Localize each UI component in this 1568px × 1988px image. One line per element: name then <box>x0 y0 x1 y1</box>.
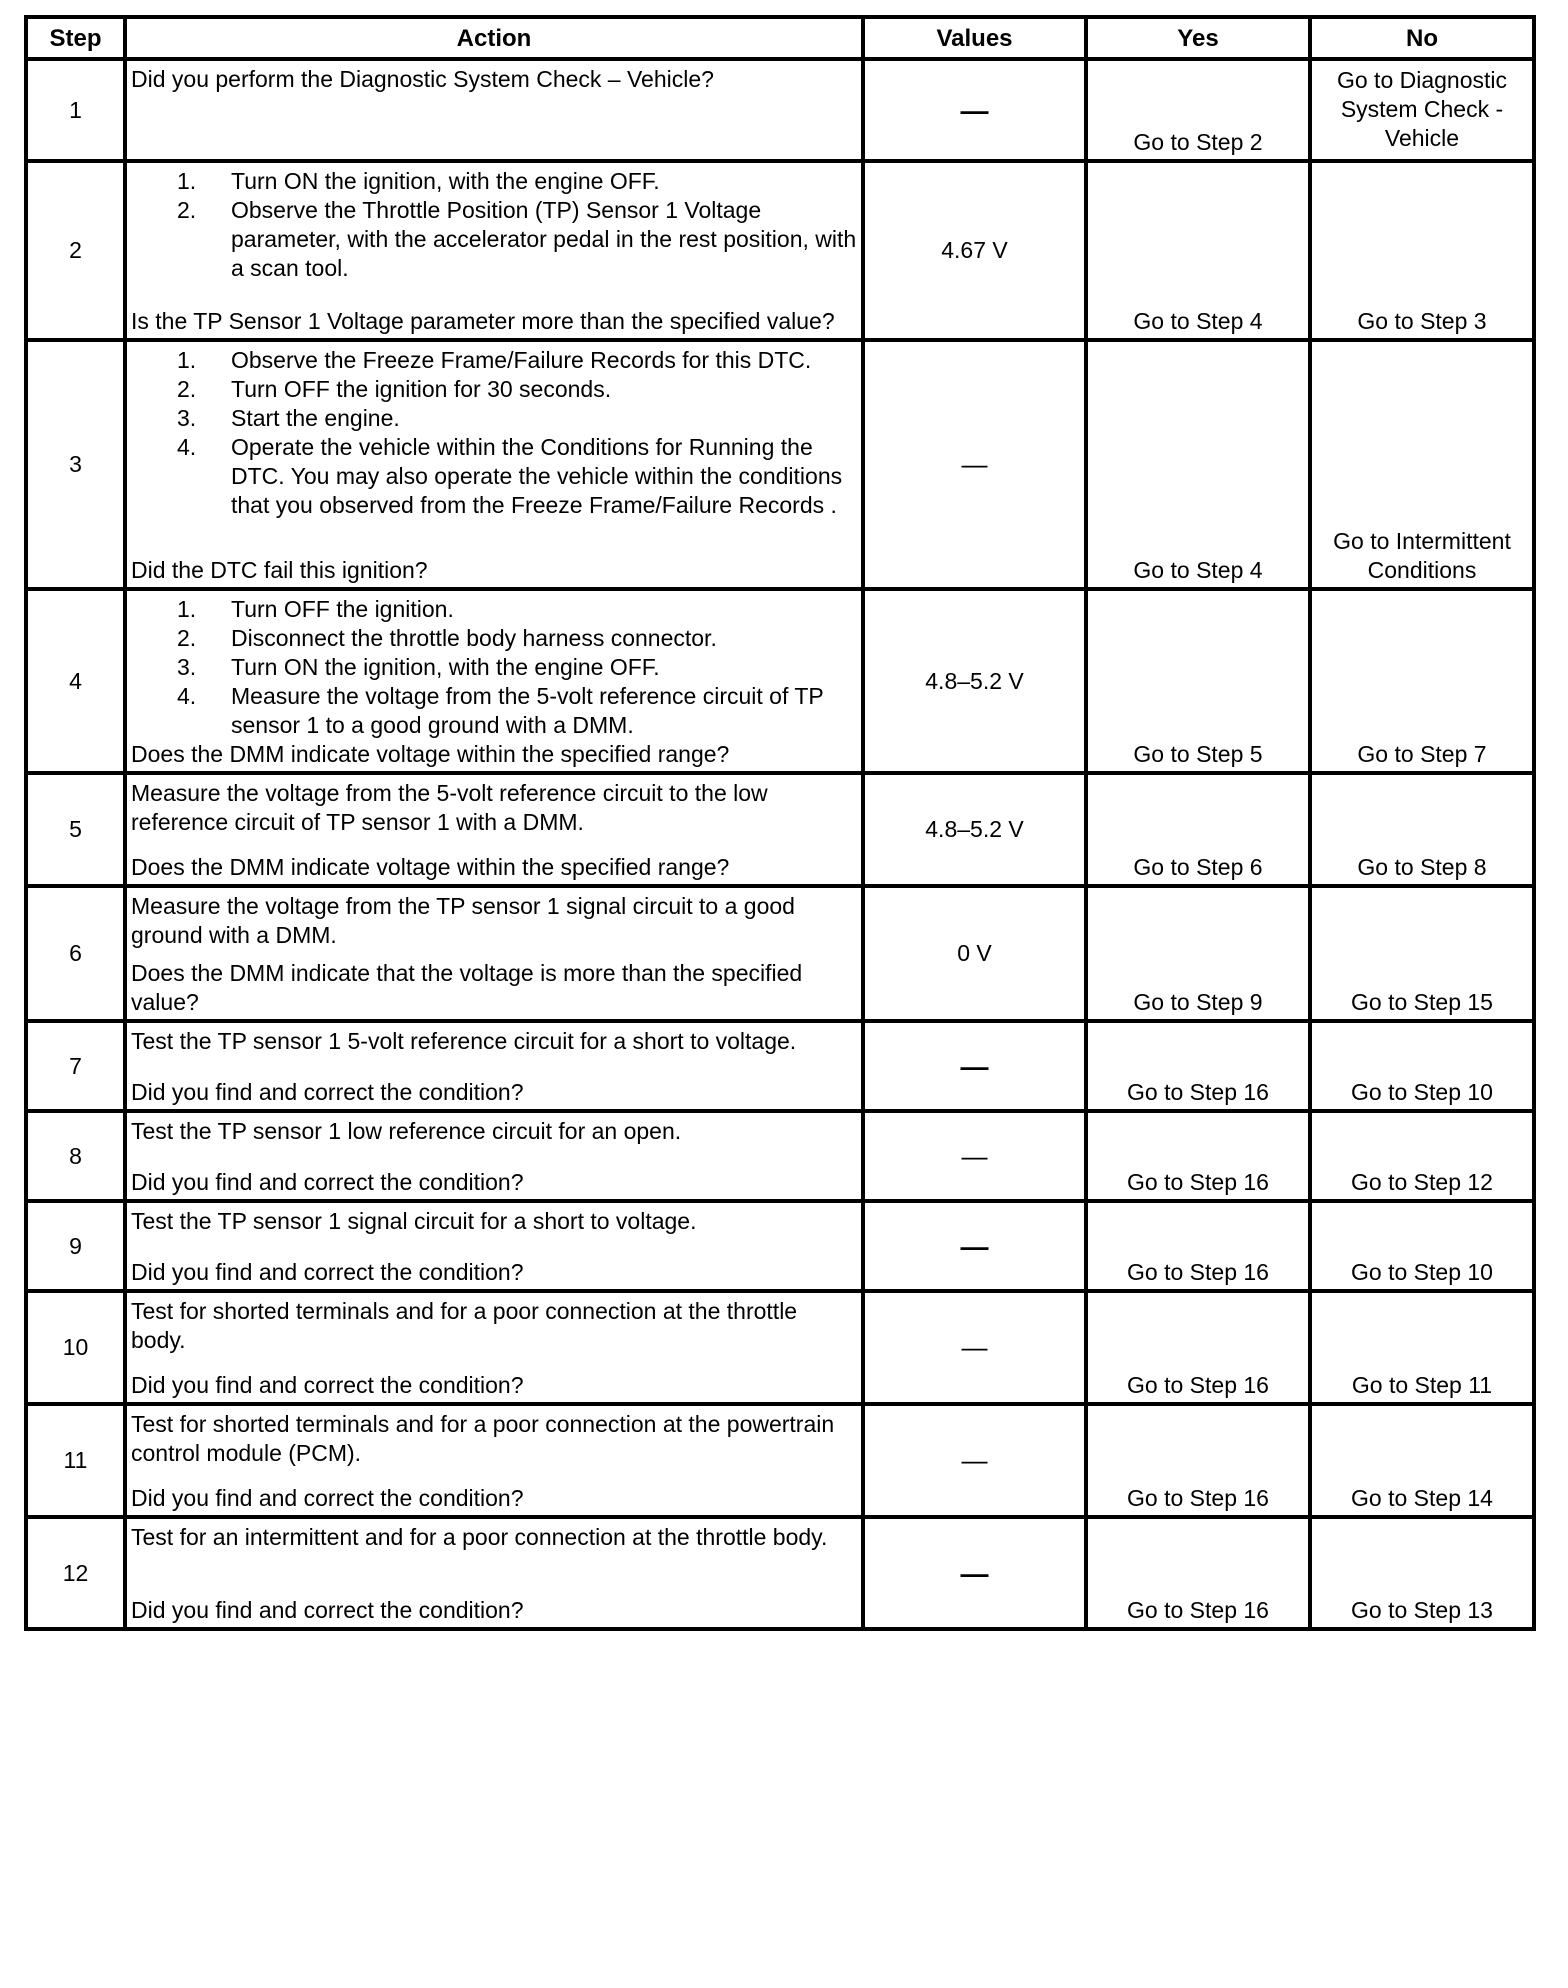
procedure-item: Turn OFF the ignition. <box>231 596 454 622</box>
table-row <box>26 161 1534 340</box>
action-cell <box>125 886 863 1021</box>
action-question: Did you find and correct the condition? <box>131 1169 524 1195</box>
value-cell: 4.67 V <box>863 161 1086 340</box>
yes-cell: Go to Step 6 <box>1086 773 1310 886</box>
step-number: 5 <box>26 773 125 886</box>
yes-cell: Go to Step 16 <box>1086 1517 1310 1629</box>
step-number: 7 <box>26 1021 125 1111</box>
table-row <box>26 773 1534 886</box>
action-question: Did the DTC fail this ignition? <box>131 557 428 583</box>
no-cell: Go to Step 11 <box>1310 1291 1534 1404</box>
procedure-item: Start the engine. <box>231 405 400 431</box>
yes-cell: Go to Step 4 <box>1086 340 1310 589</box>
step-number: 10 <box>26 1291 125 1404</box>
table-row <box>26 1291 1534 1404</box>
action-cell <box>125 1021 863 1111</box>
step-number: 2 <box>26 161 125 340</box>
no-cell: Go to Step 12 <box>1310 1111 1534 1201</box>
action-instruction: Did you perform the Diagnostic System Check – Vehicle? <box>131 66 714 92</box>
action-question: Did you find and correct the condition? <box>131 1597 524 1623</box>
procedure-item: Operate the vehicle within the Conditions for Running the DTC. You may also operate the vehicle within the conditions that you observed from the Freeze Frame/Failure Records . <box>231 434 843 518</box>
step-number: 4 <box>26 589 125 773</box>
diagnostic-table <box>24 15 1536 1631</box>
table-row <box>26 1201 1534 1291</box>
action-instruction: Test for an intermittent and for a poor connection at the throttle body. <box>131 1524 828 1550</box>
yes-cell: Go to Step 16 <box>1086 1111 1310 1201</box>
procedure-item: Observe the Freeze Frame/Failure Records for this DTC. <box>231 347 812 373</box>
action-question: Did you find and correct the condition? <box>131 1259 524 1285</box>
action-cell <box>125 773 863 886</box>
value-cell: — <box>863 1201 1086 1291</box>
action-instruction: Test for shorted terminals and for a poor connection at the throttle body. <box>131 1298 798 1353</box>
action-cell <box>125 1517 863 1629</box>
table-row <box>26 1517 1534 1629</box>
action-cell <box>125 59 863 161</box>
action-instruction: Test the TP sensor 1 signal circuit for a short to voltage. <box>131 1208 697 1234</box>
yes-cell: Go to Step 16 <box>1086 1404 1310 1517</box>
action-instruction: Test the TP sensor 1 low reference circuit for an open. <box>131 1118 682 1144</box>
step-number: 12 <box>26 1517 125 1629</box>
table-row <box>26 1021 1534 1111</box>
value-cell: — <box>863 1404 1086 1517</box>
table-row <box>26 589 1534 773</box>
procedure-item: Turn ON the ignition, with the engine OFF. <box>231 654 660 680</box>
no-cell: Go to Intermittent Conditions <box>1310 340 1534 589</box>
no-cell: Go to Step 10 <box>1310 1021 1534 1111</box>
value-cell: — <box>863 1517 1086 1629</box>
value-cell: 0 V <box>863 886 1086 1021</box>
action-instruction: Test the TP sensor 1 5-volt reference circuit for a short to voltage. <box>131 1028 797 1054</box>
action-cell <box>125 340 863 589</box>
procedure-list <box>131 167 857 283</box>
yes-cell: Go to Step 16 <box>1086 1201 1310 1291</box>
header-row <box>26 17 1534 59</box>
action-cell <box>125 1291 863 1404</box>
no-cell: Go to Diagnostic System Check - Vehicle <box>1310 59 1534 161</box>
action-instruction: Test for shorted terminals and for a poor connection at the powertrain control module (PCM). <box>131 1411 835 1466</box>
header-values: Values <box>863 17 1086 59</box>
step-number: 9 <box>26 1201 125 1291</box>
value-cell: — <box>863 59 1086 161</box>
action-instruction: Measure the voltage from the 5-volt reference circuit to the low reference circuit of TP sensor 1 with a DMM. <box>131 780 768 835</box>
procedure-list <box>131 346 857 520</box>
table-row <box>26 1404 1534 1517</box>
procedure-item: Disconnect the throttle body harness connector. <box>231 625 717 651</box>
value-cell: 4.8–5.2 V <box>863 589 1086 773</box>
action-cell <box>125 589 863 773</box>
yes-cell: Go to Step 2 <box>1086 59 1310 161</box>
action-question: Does the DMM indicate voltage within the specified range? <box>131 854 730 880</box>
step-number: 8 <box>26 1111 125 1201</box>
header-yes: Yes <box>1086 17 1310 59</box>
step-number: 1 <box>26 59 125 161</box>
procedure-item: Turn OFF the ignition for 30 seconds. <box>231 376 612 402</box>
yes-cell: Go to Step 5 <box>1086 589 1310 773</box>
procedure-item: Observe the Throttle Position (TP) Sensor 1 Voltage parameter, with the accelerator pedal in the rest position, with a scan tool. <box>231 197 857 281</box>
action-instruction: Measure the voltage from the TP sensor 1 signal circuit to a good ground with a DMM. <box>131 893 795 948</box>
action-cell <box>125 161 863 340</box>
procedure-list <box>131 595 857 740</box>
action-cell <box>125 1111 863 1201</box>
value-cell: — <box>863 340 1086 589</box>
value-cell: — <box>863 1021 1086 1111</box>
step-number: 3 <box>26 340 125 589</box>
yes-cell: Go to Step 16 <box>1086 1021 1310 1111</box>
action-question: Did you find and correct the condition? <box>131 1485 524 1511</box>
table-row <box>26 59 1534 161</box>
no-cell: Go to Step 3 <box>1310 161 1534 340</box>
table-body <box>26 59 1534 1629</box>
table-row <box>26 886 1534 1021</box>
action-question: Does the DMM indicate that the voltage is more than the specified value? <box>131 960 803 1015</box>
table-row <box>26 1111 1534 1201</box>
header-no: No <box>1310 17 1534 59</box>
value-cell: 4.8–5.2 V <box>863 773 1086 886</box>
procedure-item: Turn ON the ignition, with the engine OFF. <box>231 168 660 194</box>
table-row <box>26 340 1534 589</box>
no-cell: Go to Step 15 <box>1310 886 1534 1021</box>
yes-cell: Go to Step 4 <box>1086 161 1310 340</box>
action-cell <box>125 1201 863 1291</box>
no-cell: Go to Step 10 <box>1310 1201 1534 1291</box>
header-action: Action <box>125 17 863 59</box>
action-question: Does the DMM indicate voltage within the specified range? <box>131 741 730 767</box>
action-question: Is the TP Sensor 1 Voltage parameter more than the specified value? <box>131 308 835 334</box>
no-cell: Go to Step 13 <box>1310 1517 1534 1629</box>
action-question: Did you find and correct the condition? <box>131 1372 524 1398</box>
step-number: 11 <box>26 1404 125 1517</box>
no-cell: Go to Step 7 <box>1310 589 1534 773</box>
yes-cell: Go to Step 9 <box>1086 886 1310 1021</box>
value-cell: — <box>863 1111 1086 1201</box>
no-cell: Go to Step 14 <box>1310 1404 1534 1517</box>
action-cell <box>125 1404 863 1517</box>
yes-cell: Go to Step 16 <box>1086 1291 1310 1404</box>
step-number: 6 <box>26 886 125 1021</box>
procedure-item: Measure the voltage from the 5-volt reference circuit of TP sensor 1 to a good ground with a DMM. <box>231 683 824 738</box>
action-question: Did you find and correct the condition? <box>131 1079 524 1105</box>
header-step: Step <box>26 17 125 59</box>
value-cell: — <box>863 1291 1086 1404</box>
no-cell: Go to Step 8 <box>1310 773 1534 886</box>
